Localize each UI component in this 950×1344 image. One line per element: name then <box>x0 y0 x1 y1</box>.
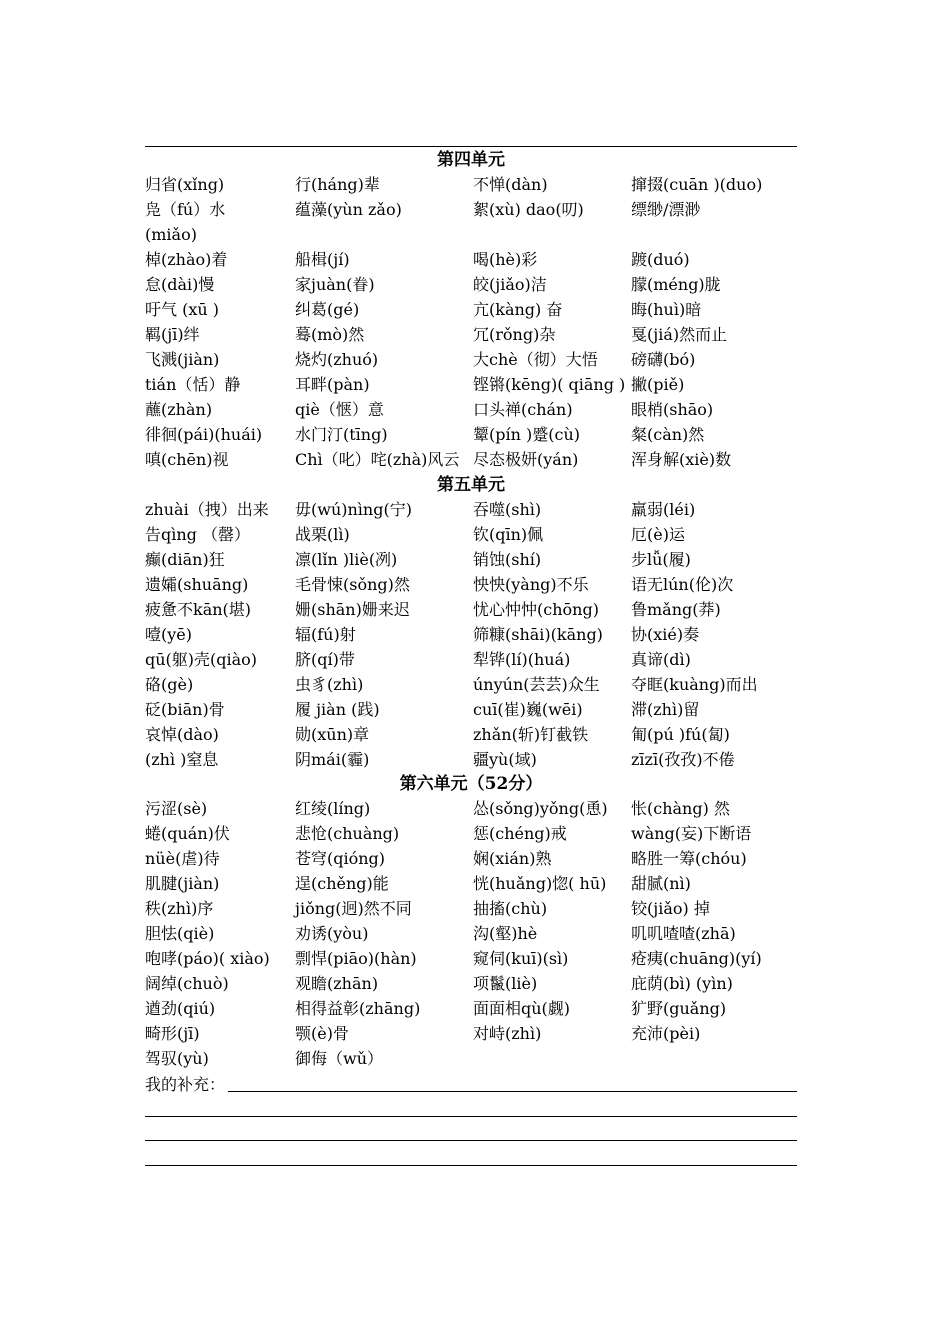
vocab-entry: 眼梢(shāo) <box>631 400 714 419</box>
vocab-entry: 驾驭(yù) <box>145 1049 209 1068</box>
vocab-entry: 徘徊(pái)(huái) <box>145 425 263 444</box>
vocab-entry: 嗔(chēn)视 <box>145 450 229 469</box>
vocab-entry: 戛(jiá)然而止 <box>631 325 728 344</box>
vocab-entry: 噎(yē) <box>145 625 192 644</box>
vocab-entry: 辐(fú)射 <box>295 625 356 644</box>
vocab-entry: 耳畔(pàn) <box>295 375 370 394</box>
vocab-entry: 毛骨悚(sǒng)然 <box>295 575 410 594</box>
vocab-entry: 凫（fú）水 <box>145 200 226 219</box>
vocab-entry: Chì（叱）咤(zhà)风云 <box>295 450 460 469</box>
vocab-row <box>145 447 817 472</box>
section-title: 第四单元 <box>437 150 505 170</box>
vocab-entry: 羁(jī)绊 <box>145 325 200 344</box>
vocab-row <box>145 597 817 622</box>
vocab-entry: 犁铧(lí)(huá) <box>473 650 571 669</box>
vocab-entry: 疮痍(chuāng)(yí) <box>631 949 762 968</box>
vocab-entry: 疆yù(域) <box>473 750 537 769</box>
vocab-entry: 怠(dài)慢 <box>145 275 215 294</box>
vocab-entry: 水门汀(tīng) <box>295 425 388 444</box>
vocab-entry: 鲁mǎng(莽) <box>631 600 721 619</box>
vocab-entry: 砭(biān)骨 <box>145 700 225 719</box>
vocab-entry: 步lǚ(履) <box>631 550 691 569</box>
vocab-entry: 颚(è)骨 <box>295 1024 349 1043</box>
supplement-input-line[interactable] <box>228 1091 797 1092</box>
vocab-entry: 甜腻(nì) <box>631 874 691 893</box>
vocab-entry: 勋(xūn)章 <box>295 725 370 744</box>
vocab-entry: 筛糠(shāi)(kāng) <box>473 625 603 644</box>
vocab-row <box>145 846 817 871</box>
vocab-entry: 咆哮(páo)( xiào) <box>145 949 270 968</box>
vocab-row <box>145 946 817 971</box>
vocab-entry: (miǎo) <box>145 225 197 244</box>
vocab-entry: 脐(qí)带 <box>295 650 355 669</box>
vocab-entry: 真谛(dì) <box>631 650 691 669</box>
vocab-entry: 踱(duó) <box>631 250 690 269</box>
vocab-entry: 姗(shān)姗来迟 <box>295 600 410 619</box>
vocab-row <box>145 497 817 522</box>
vocab-entry: 相得益彰(zhāng) <box>295 999 421 1018</box>
vocab-entry: zhǎn(斩)钉截铁 <box>473 725 589 744</box>
vocab-entry: 逞(chěng)能 <box>295 874 389 893</box>
blank-line-1[interactable] <box>145 1116 797 1117</box>
vocab-row <box>145 297 817 322</box>
vocab-entry: 协(xié)奏 <box>631 625 700 644</box>
vocab-row <box>145 996 817 1021</box>
vocab-entry: 滞(zhì)留 <box>631 700 700 719</box>
vocab-entry: qiè（惬）意 <box>295 400 384 419</box>
vocab-entry: 御侮（wǔ） <box>295 1049 384 1068</box>
vocab-entry: 家juàn(眷) <box>295 275 375 294</box>
vocab-entry: 蓦(mò)然 <box>295 325 365 344</box>
vocab-row <box>145 247 817 272</box>
vocab-entry: 苍穹(qióng) <box>295 849 386 868</box>
vocab-entry: 履 jiàn (践) <box>295 700 380 719</box>
vocab-entry: 亢(kàng) 奋 <box>473 300 563 319</box>
vocab-entry: 畸形(jī) <box>145 1024 200 1043</box>
vocab-row <box>145 722 817 747</box>
vocab-entry: 略胜一筹(chóu) <box>631 849 747 868</box>
top-rule <box>145 146 797 147</box>
section-title: 第六单元（52分） <box>399 774 543 794</box>
vocab-entry: 犷野(guǎng) <box>631 999 727 1018</box>
vocab-entry: 项鬣(liè) <box>473 974 538 993</box>
vocab-row <box>145 172 817 197</box>
vocab-entry: 惩(chéng)戒 <box>473 824 567 843</box>
supplement-label: 我的补充： <box>145 1075 226 1094</box>
vocab-entry: 钦(qīn)佩 <box>473 525 544 544</box>
vocab-entry: 颦(pín )蹙(cù) <box>473 425 580 444</box>
vocab-entry: 对峙(zhì) <box>473 1024 542 1043</box>
vocab-entry: 忧心忡忡(chōng) <box>473 600 599 619</box>
vocab-row <box>145 422 817 447</box>
vocab-row <box>145 647 817 672</box>
vocab-entry: únyún(芸芸)众生 <box>473 675 600 694</box>
vocab-row <box>145 697 817 722</box>
vocab-row <box>145 572 817 597</box>
vocab-row <box>145 871 817 896</box>
vocab-entry: 蜷(quán)伏 <box>145 824 230 843</box>
vocab-row <box>145 1046 817 1071</box>
vocab-entry: 怂(sǒng)yǒng(恿) <box>473 799 608 818</box>
vocab-entry: 匍(pú )fú(匐) <box>631 725 730 744</box>
vocab-row <box>145 372 817 397</box>
vocab-row <box>145 322 817 347</box>
vocab-entry: 语无lún(伦)次 <box>631 575 734 594</box>
vocab-entry: 怅(chàng) 然 <box>631 799 730 818</box>
vocab-entry: 羸弱(léi) <box>631 500 696 519</box>
vocab-entry: 行(háng)辈 <box>295 175 380 194</box>
vocab-entry: qū(躯)壳(qiào) <box>145 650 258 669</box>
vocab-entry: 遗孀(shuāng) <box>145 575 249 594</box>
vocab-entry: 絮(xù) dao(叨) <box>473 200 584 219</box>
vocab-entry: 硌(gè) <box>145 675 194 694</box>
vocab-entry: 观瞻(zhān) <box>295 974 379 993</box>
vocab-entry: 撺掇(cuān )(duo) <box>631 175 763 194</box>
vocab-entry: 不惮(dàn) <box>473 175 548 194</box>
vocab-entry: 吁气 (xū ) <box>145 300 219 319</box>
vocab-row <box>145 896 817 921</box>
vocab-row <box>145 1021 817 1046</box>
vocab-entry: 夺眶(kuàng)而出 <box>631 675 758 694</box>
vocab-row <box>145 672 817 697</box>
vocab-entry: 吞噬(shì) <box>473 500 542 519</box>
vocab-entry: 烧灼(zhuó) <box>295 350 379 369</box>
vocab-entry: 胆怯(qiè) <box>145 924 215 943</box>
vocab-entry: 纠葛(gé) <box>295 300 360 319</box>
vocab-entry: 疲惫不kān(堪) <box>145 600 252 619</box>
vocab-row <box>145 222 817 247</box>
vocab-row <box>145 971 817 996</box>
vocab-entry: 浑身解(xiè)数 <box>631 450 732 469</box>
vocab-entry: 阴mái(霾) <box>295 750 370 769</box>
vocab-entry: 铰(jiǎo) 掉 <box>631 899 710 918</box>
vocab-entry: 阔绰(chuò) <box>145 974 229 993</box>
vocab-entry: 蕴藻(yùn zǎo) <box>295 200 402 219</box>
vocab-entry: 缥缈/漂渺 <box>631 200 701 219</box>
blank-line-3[interactable] <box>145 1165 797 1166</box>
vocab-entry: (zhì )窒息 <box>145 750 219 769</box>
vocab-entry: 污涩(sè) <box>145 799 208 818</box>
vocab-entry: 悲怆(chuàng) <box>295 824 400 843</box>
vocab-entry: 凛(lǐn )liè(冽) <box>295 550 398 569</box>
vocab-entry: 沟(壑)hè <box>473 924 538 943</box>
vocab-entry: 尽态极妍(yán) <box>473 450 579 469</box>
vocab-entry: 劝诱(yòu) <box>295 924 369 943</box>
vocab-entry: 秩(zhì)序 <box>145 899 214 918</box>
vocab-entry: 恍(huǎng)惚( hū) <box>473 874 607 893</box>
vocab-entry: cuī(崔)巍(wēi) <box>473 700 583 719</box>
vocab-entry: 粲(càn)然 <box>631 425 705 444</box>
vocab-entry: 肌腱(jiàn) <box>145 874 220 893</box>
vocab-entry: 窥伺(kuī)(sì) <box>473 949 569 968</box>
vocab-row <box>145 622 817 647</box>
vocab-row <box>145 747 817 772</box>
vocab-entry: 怏怏(yàng)不乐 <box>473 575 589 594</box>
vocab-entry: 充沛(pèi) <box>631 1024 701 1043</box>
vocab-row <box>145 522 817 547</box>
vocab-entry: 晦(huì)暗 <box>631 300 702 319</box>
blank-line-2[interactable] <box>145 1140 797 1141</box>
vocab-entry: 铿锵(kēng)( qiāng ) <box>473 375 626 394</box>
vocab-entry: wàng(妄)下断语 <box>631 824 752 843</box>
vocab-entry: 归省(xǐng) <box>145 175 225 194</box>
vocab-entry: 棹(zhào)着 <box>145 250 228 269</box>
vocab-entry: 娴(xián)熟 <box>473 849 552 868</box>
vocab-entry: 告qìng （罄） <box>145 525 250 544</box>
vocab-entry: tián（恬）静 <box>145 375 241 394</box>
vocab-entry: 冗(rǒng)杂 <box>473 325 556 344</box>
vocab-entry: 磅礴(bó) <box>631 350 696 369</box>
vocab-entry: 哀悼(dào) <box>145 725 219 744</box>
vocab-entry: 大chè（彻）大悟 <box>473 350 598 369</box>
vocab-entry: 厄(è)运 <box>631 525 685 544</box>
vocab-entry: 叽叽喳喳(zhā) <box>631 924 736 943</box>
vocab-row <box>145 397 817 422</box>
vocab-row <box>145 197 817 222</box>
vocab-entry: 蘸(zhàn) <box>145 400 213 419</box>
vocab-entry: 喝(hè)彩 <box>473 250 538 269</box>
vocab-entry: zīzī(孜孜)不倦 <box>631 750 735 769</box>
vocab-row <box>145 347 817 372</box>
vocab-entry: jiǒng(迥)然不同 <box>295 899 412 918</box>
vocab-row <box>145 921 817 946</box>
vocab-entry: 销蚀(shí) <box>473 550 542 569</box>
vocab-row <box>145 821 817 846</box>
vocab-entry: 剽悍(piāo)(hàn) <box>295 949 417 968</box>
vocab-entry: 战栗(lì) <box>295 525 350 544</box>
vocab-entry: 虫豸(zhì) <box>295 675 364 694</box>
vocab-entry: 船楫(jí) <box>295 250 350 269</box>
vocab-entry: 遒劲(qiú) <box>145 999 216 1018</box>
vocab-entry: 毋(wú)nìng(宁) <box>295 500 412 519</box>
vocab-entry: 抽搐(chù) <box>473 899 548 918</box>
vocab-entry: 口头禅(chán) <box>473 400 573 419</box>
vocab-entry: 庇荫(bì) (yìn) <box>631 974 733 993</box>
vocab-row <box>145 547 817 572</box>
vocab-entry: 撇(piě) <box>631 375 685 394</box>
vocab-entry: 朦(méng)胧 <box>631 275 721 294</box>
vocab-row <box>145 272 817 297</box>
vocab-entry: 红绫(líng) <box>295 799 371 818</box>
vocab-entry: nüè(虐)待 <box>145 849 220 868</box>
vocab-entry: 癫(diān)狂 <box>145 550 225 569</box>
vocab-row <box>145 796 817 821</box>
vocab-entry: 面面相qù(觑) <box>473 999 571 1018</box>
vocab-entry: 皎(jiǎo)洁 <box>473 275 547 294</box>
vocab-entry: 飞溅(jiàn) <box>145 350 220 369</box>
vocab-entry: zhuài（拽）出来 <box>145 500 269 519</box>
section-title: 第五单元 <box>437 475 505 495</box>
